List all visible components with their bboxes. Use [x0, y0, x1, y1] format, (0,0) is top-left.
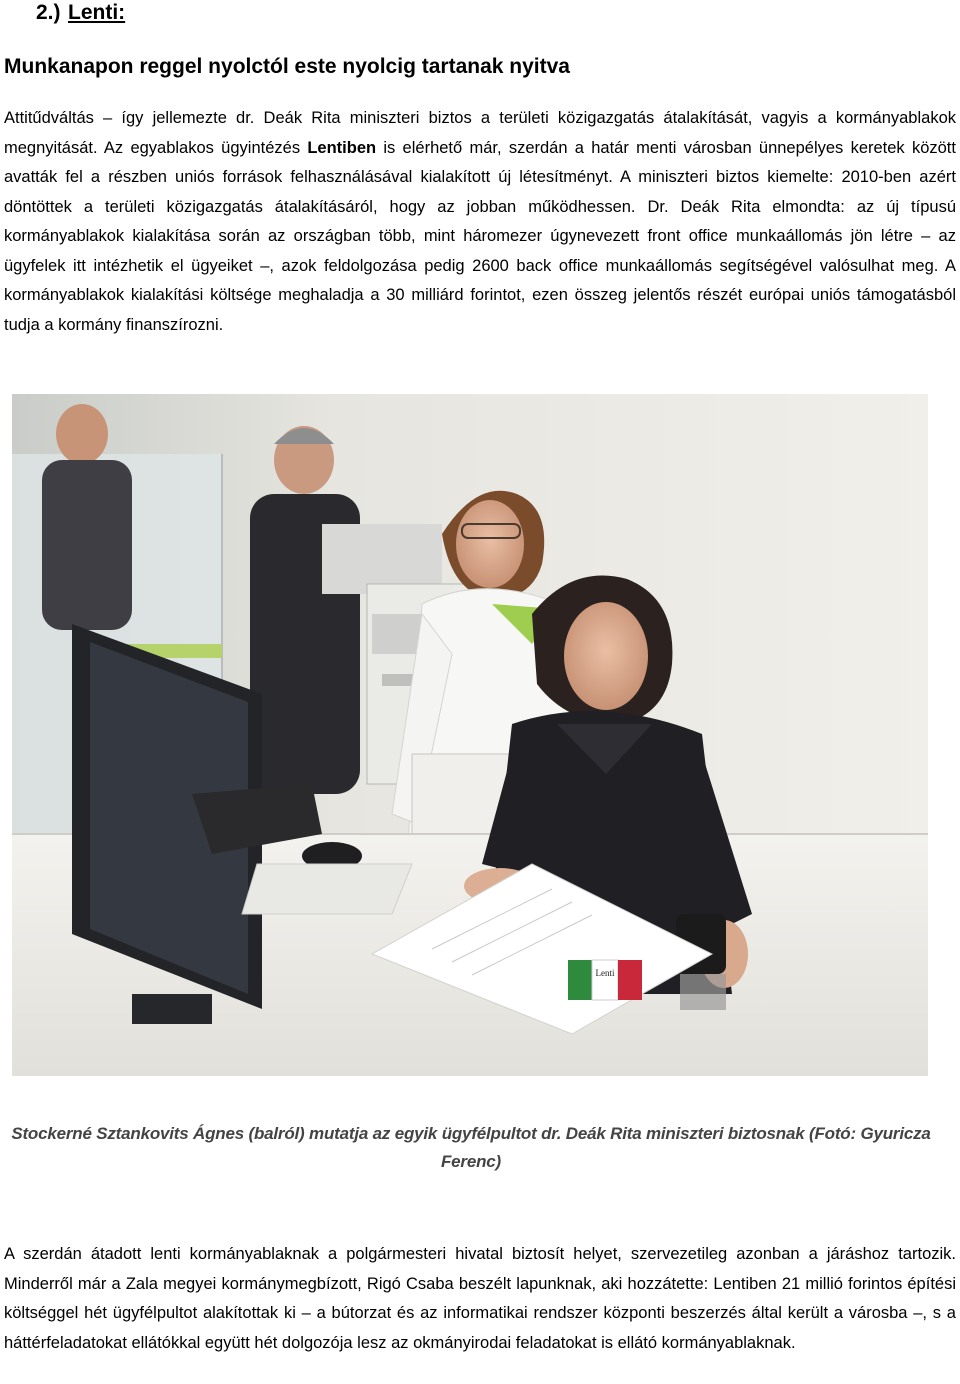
section-title: Lenti: [68, 1, 126, 24]
article-photo [12, 394, 928, 1076]
article-paragraph-1 [4, 104, 956, 340]
section-number: 2.) [36, 1, 61, 24]
flag-plate-label: Lenti [595, 968, 615, 978]
article-paragraph-2: A szerdán átadott lenti kormányablaknak a polgármesteri hivatal biztosít helyet, szervezetileg azonban a járáshoz tartozik. Minderről már a Zala megyei kormánymegbízott, Rigó Csaba beszélt lapunknak, aki hozzátette: Lentiben 21 millió forintos építési költséggel hét ügyfélpultot alakítottak ki – a bútorzat és az informatikai rendszer központi beszerzés által került a városba –, s a háttérfeladatokat ellátókkal együtt hét dolgozója lesz az okmányirodai feladatokat is ellátó kormányablaknak. [4, 1245, 956, 1352]
photo-illustration [12, 394, 928, 1076]
article-headline: Munkanapon reggel nyolctól este nyolcig tartanak nyitva [4, 55, 570, 78]
paragraph-1-text-b: is elérhető már, szerdán a határ menti városban ünnepélyes keretek között avatták fel a részben uniós források felhasználásával kialakított új létesítményt. A miniszteri biztos kiemelte: 2010-ben azért döntöttek a területi közigazgatás átalakításáról, hogy az jobban működhessen. Dr. Deák Rita elmondta: az új típusú kormányablakok kialakítása során az országban több, mint háromezer úgynevezett front office munkaállomás jön létre – az ügyfelek itt intézhetik el ügyeiket –, azok feldolgozása pedig 2600 back office munkaállomás segítségével valósulhat meg. A kormányablakok kialakítási költsége meghaladja a 30 milliárd forintot, ezen összeg jelentős részét európai uniós támogatásból tudja a kormány finanszírozni. [4, 138, 956, 334]
section-heading [0, 0, 960, 30]
paragraph-1-text-a: Attitűdváltás – így jellemezte dr. Deák Rita miniszteri biztos a területi közigazgatás átalakítását, vagyis a kormányablakok megnyitását. Az egyablakos ügyintézés [4, 109, 956, 157]
photo-caption: Stockerné Sztankovits Ágnes (balról) mutatja az egyik ügyfélpultot dr. Deák Rita miniszteri biztosnak (Fotó: Gyuricza Ferenc) [11, 1124, 931, 1171]
paragraph-1-bold-place: Lentiben [307, 138, 377, 157]
